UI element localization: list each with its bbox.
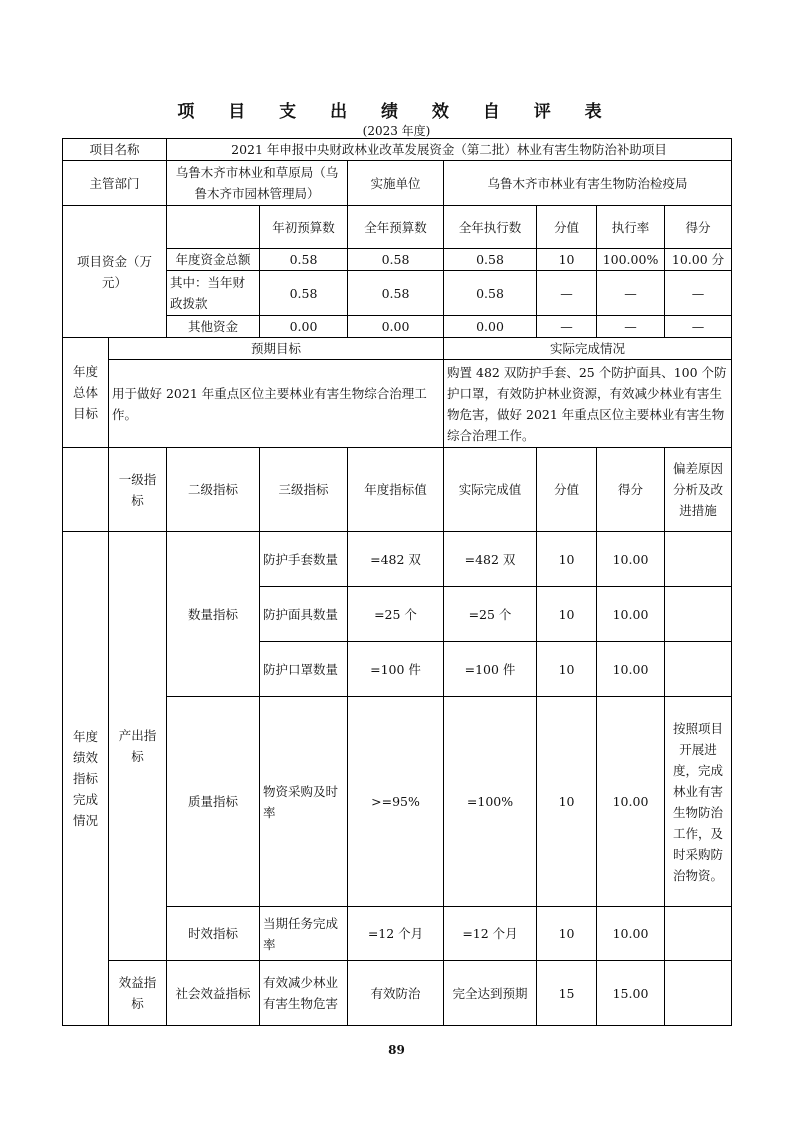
perf-label: 年度绩效指标完成情况: [63, 532, 109, 1026]
funds-cell: —: [537, 316, 597, 338]
funds-header: 全年预算数: [348, 206, 444, 249]
indicator-actual: =25 个: [444, 587, 537, 642]
funds-header-blank: [167, 206, 260, 249]
funds-cell: 0.58: [348, 249, 444, 271]
perf-header: 得分: [597, 448, 665, 532]
indicator-score: 10: [537, 697, 597, 907]
quantity-indicator-label: 数量指标: [167, 532, 260, 697]
indicator-got: 10.00: [597, 697, 665, 907]
funds-cell: —: [597, 271, 665, 316]
indicator-item: 物资采购及时率: [260, 697, 348, 907]
funds-cell: —: [665, 316, 732, 338]
perf-header: 三级指标: [260, 448, 348, 532]
funds-header: 得分: [665, 206, 732, 249]
performance-table: [62, 138, 732, 1026]
benefit-indicator-label: 效益指标: [109, 961, 167, 1026]
funds-row-name: 其他资金: [167, 316, 260, 338]
funds-cell: 10.00 分: [665, 249, 732, 271]
impl-label: 实施单位: [348, 161, 444, 206]
funds-cell: 0.00: [444, 316, 537, 338]
deviation-cell: [665, 961, 732, 1026]
indicator-target: >=95%: [348, 697, 444, 907]
funds-cell: 10: [537, 249, 597, 271]
indicator-got: 15.00: [597, 961, 665, 1026]
indicator-actual: 完全达到预期: [444, 961, 537, 1026]
funds-header: 执行率: [597, 206, 665, 249]
output-indicator-label: 产出指标: [109, 532, 167, 961]
indicator-target: =25 个: [348, 587, 444, 642]
time-indicator-label: 时效指标: [167, 907, 260, 961]
funds-cell: —: [665, 271, 732, 316]
deviation-cell: [665, 587, 732, 642]
indicator-score: 10: [537, 532, 597, 587]
indicator-score: 10: [537, 587, 597, 642]
indicator-got: 10.00: [597, 642, 665, 697]
funds-header: 全年执行数: [444, 206, 537, 249]
funds-cell: —: [597, 316, 665, 338]
expected-goal-header: 预期目标: [109, 338, 444, 360]
funds-cell: 0.58: [260, 249, 348, 271]
funds-row-name: 其中：当年财政拨款: [167, 271, 260, 316]
indicator-actual: =100 件: [444, 642, 537, 697]
funds-cell: 0.00: [348, 316, 444, 338]
funds-cell: 0.58: [444, 271, 537, 316]
deviation-cell: [665, 532, 732, 587]
indicator-score: 10: [537, 907, 597, 961]
perf-header: 偏差原因分析及改进措施: [665, 448, 732, 532]
funds-cell: —: [537, 271, 597, 316]
indicator-item: 防护手套数量: [260, 532, 348, 587]
funds-header: 年初预算数: [260, 206, 348, 249]
perf-header: 实际完成值: [444, 448, 537, 532]
indicator-target: =100 件: [348, 642, 444, 697]
indicator-target: =482 双: [348, 532, 444, 587]
funds-header: 分值: [537, 206, 597, 249]
perf-header: 分值: [537, 448, 597, 532]
indicator-item: 防护面具数量: [260, 587, 348, 642]
perf-header: 二级指标: [167, 448, 260, 532]
indicator-actual: =482 双: [444, 532, 537, 587]
expected-goal-text: 用于做好 2021 年重点区位主要林业有害生物综合治理工作。: [109, 360, 444, 448]
funds-cell: 0.00: [260, 316, 348, 338]
funds-cell: 100.00%: [597, 249, 665, 271]
dept-label: 主管部门: [63, 161, 167, 206]
indicator-got: 10.00: [597, 907, 665, 961]
project-name-value: 2021 年申报中央财政林业改革发展资金（第二批）林业有害生物防治补助项目: [167, 139, 732, 161]
social-benefit-label: 社会效益指标: [167, 961, 260, 1026]
perf-header: 一级指标: [109, 448, 167, 532]
funds-cell: 0.58: [260, 271, 348, 316]
indicator-score: 10: [537, 642, 597, 697]
indicator-score: 15: [537, 961, 597, 1026]
actual-goal-text: 购置 482 双防护手套、25 个防护面具、100 个防护口罩，有效防护林业资源，有效减少林业有害生物危害，做好 2021 年重点区位主要林业有害生物综合治理工作。: [444, 360, 732, 448]
actual-goal-header: 实际完成情况: [444, 338, 732, 360]
deviation-cell: [665, 642, 732, 697]
indicator-actual: =12 个月: [444, 907, 537, 961]
indicator-target: 有效防治: [348, 961, 444, 1026]
page-title: 项 目 支 出 绩 效 自 评 表: [177, 102, 616, 122]
indicator-item: 有效减少林业有害生物危害: [260, 961, 348, 1026]
indicator-item: 当期任务完成率: [260, 907, 348, 961]
funds-cell: 0.58: [348, 271, 444, 316]
perf-header: 年度指标值: [348, 448, 444, 532]
impl-value: 乌鲁木齐市林业有害生物防治检疫局: [444, 161, 732, 206]
deviation-note: 按照项目开展进度，完成林业有害生物防治工作，及时采购防治物资。: [665, 697, 732, 907]
indicator-item: 防护口罩数量: [260, 642, 348, 697]
indicator-got: 10.00: [597, 587, 665, 642]
goals-label: 年度总体目标: [63, 338, 109, 448]
indicator-actual: =100%: [444, 697, 537, 907]
deviation-cell: [665, 907, 732, 961]
funds-cell: 0.58: [444, 249, 537, 271]
perf-header-blank: [63, 448, 109, 532]
indicator-target: =12 个月: [348, 907, 444, 961]
project-name-label: 项目名称: [63, 139, 167, 161]
quality-indicator-label: 质量指标: [167, 697, 260, 907]
page-number: 89: [388, 1043, 405, 1057]
funds-row-name: 年度资金总额: [167, 249, 260, 271]
page-subtitle: (2023 年度): [362, 124, 431, 138]
indicator-got: 10.00: [597, 532, 665, 587]
funds-label: 项目资金（万元）: [63, 206, 167, 338]
dept-value: 乌鲁木齐市林业和草原局（乌鲁木齐市园林管理局）: [167, 161, 348, 206]
